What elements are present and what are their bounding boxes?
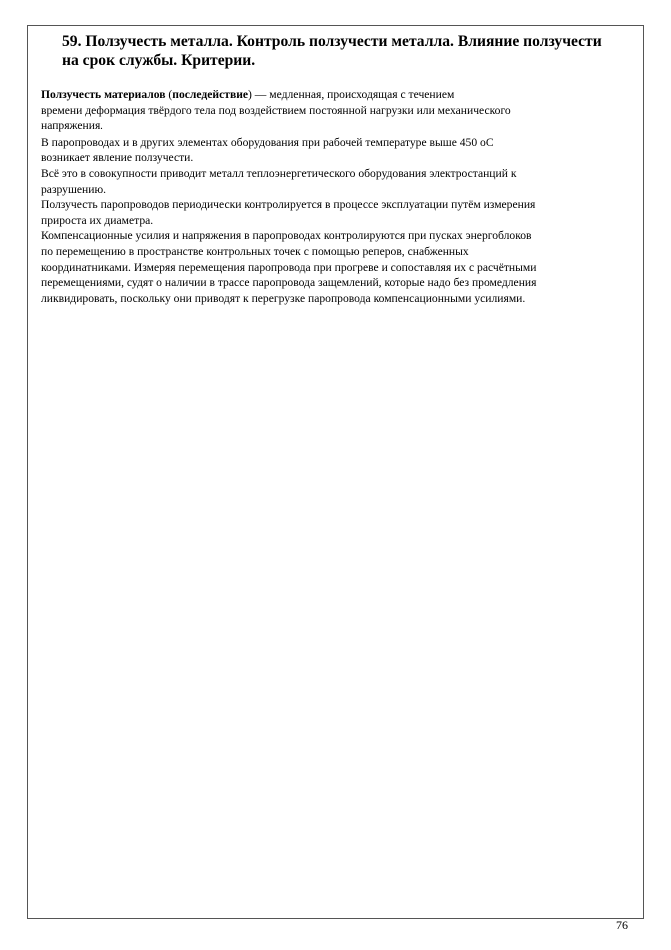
text-line: координатниками. Измеряя перемещения паропровода при прогреве и сопоставляя их с расчётными bbox=[41, 260, 537, 274]
text-line: Компенсационные усилия и напряжения в паропроводах контролируются при пусках энергоблоков bbox=[41, 229, 532, 243]
text-line: времени деформация твёрдого тела под воздействием постоянной нагрузки или механического bbox=[41, 103, 511, 117]
text-line: В паропроводах и в других элементах оборудования при рабочей температуре выше 450 оС bbox=[41, 135, 494, 149]
term-bold: последействие bbox=[172, 88, 249, 101]
text-line: Ползучесть материалов (последействие) — медленная, происходящая с течением bbox=[41, 88, 455, 101]
text-line: перемещениями, судят о наличии в трассе паропровода защемлений, которые надо без промедления bbox=[41, 276, 537, 290]
title-line-2: на срок службы. Критерии. bbox=[62, 52, 256, 69]
text-line: Ползучесть паропроводов периодически контролируется в процессе эксплуатации путём измерения bbox=[41, 198, 536, 212]
text-line: возникает явление ползучести. bbox=[41, 151, 194, 165]
term-bold: Ползучесть материалов bbox=[41, 88, 166, 101]
text-line: по перемещению в пространстве контрольных точек с помощью реперов, снабженных bbox=[41, 244, 469, 258]
section-title bbox=[62, 32, 632, 70]
text-line: разрушению. bbox=[41, 182, 107, 196]
text-line: прироста их диаметра. bbox=[41, 213, 154, 227]
title-line-1: 59. Ползучесть металла. Контроль ползучести металла. Влияние ползучести bbox=[62, 33, 602, 50]
text-line: Всё это в совокупности приводит металл теплоэнергетического оборудования электростанций к bbox=[41, 166, 517, 180]
text-line: ликвидировать, поскольку они приводят к перегрузке паропровода компенсационными усилиями. bbox=[41, 291, 526, 305]
page-number: 76 bbox=[616, 918, 628, 932]
text-line: напряжения. bbox=[41, 119, 103, 133]
body-text bbox=[41, 87, 631, 306]
